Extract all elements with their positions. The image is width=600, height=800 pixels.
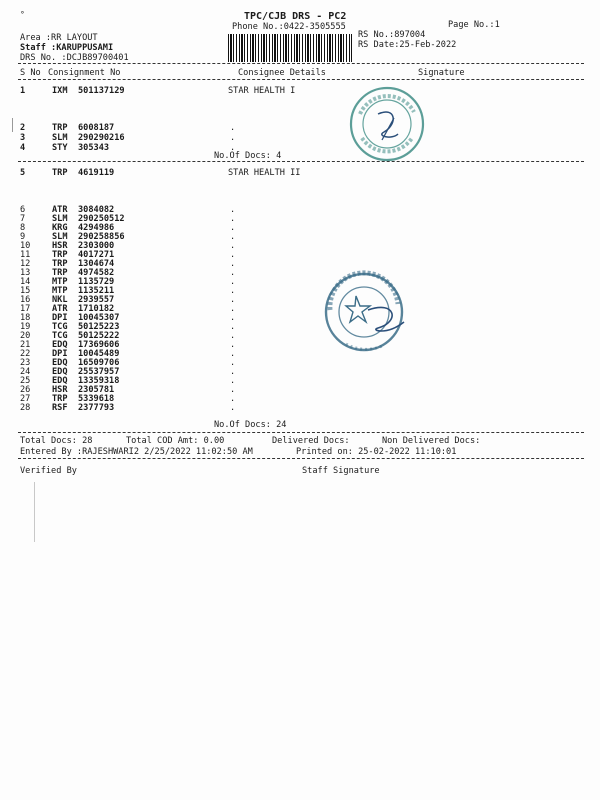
row-code: DPI bbox=[52, 313, 68, 323]
row-code: RSF bbox=[52, 403, 68, 413]
column-header-consignee: Consignee Details bbox=[238, 68, 326, 78]
row-marker: . bbox=[230, 304, 236, 314]
row-sno: 13 bbox=[20, 268, 31, 278]
row-sno: 7 bbox=[20, 214, 26, 224]
row-code: TCG bbox=[52, 331, 68, 341]
row-marker: . bbox=[230, 286, 236, 296]
row-code: SLM bbox=[52, 232, 68, 242]
row-number: 4294986 bbox=[78, 223, 115, 233]
row-marker: . bbox=[230, 358, 236, 368]
row-marker: . bbox=[230, 241, 236, 251]
table-row bbox=[0, 86, 600, 96]
page-number: Page No.:1 bbox=[448, 20, 500, 30]
row-number: 290290216 bbox=[78, 133, 125, 143]
divider bbox=[18, 79, 584, 80]
document-title: TPC/CJB DRS - PC2 bbox=[244, 11, 347, 22]
stamp-seal bbox=[338, 84, 436, 164]
stamp-seal bbox=[316, 270, 416, 356]
table-row bbox=[0, 143, 600, 153]
divider bbox=[18, 432, 584, 433]
row-code: SLM bbox=[52, 214, 68, 224]
row-sno: 11 bbox=[20, 250, 31, 260]
row-sno: 19 bbox=[20, 322, 31, 332]
row-code: EDQ bbox=[52, 376, 68, 386]
row-marker: . bbox=[230, 295, 236, 305]
row-sno: 20 bbox=[20, 331, 31, 341]
row-code: EDQ bbox=[52, 358, 68, 368]
row-marker: . bbox=[230, 277, 236, 287]
row-number: 10045489 bbox=[78, 349, 120, 359]
row-marker: . bbox=[230, 123, 236, 133]
row-code: EDQ bbox=[52, 340, 68, 350]
row-code: TRP bbox=[52, 259, 68, 269]
row-marker: . bbox=[230, 367, 236, 377]
area-label: Area :RR LAYOUT bbox=[20, 33, 98, 43]
row-marker: . bbox=[230, 223, 236, 233]
row-sno: 8 bbox=[20, 223, 26, 233]
row-number: 3084082 bbox=[78, 205, 115, 215]
row-code: IXM bbox=[52, 86, 68, 96]
row-sno: 3 bbox=[20, 133, 26, 143]
divider bbox=[18, 458, 584, 459]
row-number: 16509706 bbox=[78, 358, 120, 368]
total-cod-amount: Total COD Amt: 0.00 bbox=[126, 436, 225, 446]
row-number: 1135729 bbox=[78, 277, 115, 287]
row-number: 13359318 bbox=[78, 376, 120, 386]
row-number: 1304674 bbox=[78, 259, 115, 269]
delivered-docs: Delivered Docs: bbox=[272, 436, 350, 446]
row-sno: 10 bbox=[20, 241, 31, 251]
total-docs: Total Docs: 28 bbox=[20, 436, 93, 446]
row-marker: . bbox=[230, 133, 236, 143]
row-code: TRP bbox=[52, 168, 68, 178]
row-sno: 22 bbox=[20, 349, 31, 359]
row-marker: . bbox=[230, 394, 236, 404]
row-code: SLM bbox=[52, 133, 68, 143]
row-code: ATR bbox=[52, 304, 68, 314]
row-sno: 27 bbox=[20, 394, 31, 404]
table-row bbox=[0, 168, 600, 178]
row-number: 501137129 bbox=[78, 86, 125, 96]
row-number: 17369606 bbox=[78, 340, 120, 350]
row-number: 4974582 bbox=[78, 268, 115, 278]
row-number: 50125223 bbox=[78, 322, 120, 332]
row-marker: . bbox=[230, 322, 236, 332]
row-sno: 15 bbox=[20, 286, 31, 296]
row-marker: . bbox=[230, 268, 236, 278]
row-number: 10045307 bbox=[78, 313, 120, 323]
row-code: TRP bbox=[52, 123, 68, 133]
row-code: DPI bbox=[52, 349, 68, 359]
row-number: 2303000 bbox=[78, 241, 115, 251]
entered-by: Entered By :RAJESHWARI2 2/25/2022 11:02:50 AM bbox=[20, 447, 253, 457]
row-marker: . bbox=[230, 214, 236, 224]
table-row bbox=[0, 123, 600, 133]
printed-on: Printed on: 25-02-2022 11:10:01 bbox=[296, 447, 457, 457]
row-marker: . bbox=[230, 250, 236, 260]
divider bbox=[18, 161, 584, 162]
row-marker: . bbox=[230, 259, 236, 269]
row-sno: 6 bbox=[20, 205, 26, 215]
row-code: STY bbox=[52, 143, 68, 153]
row-sno: 16 bbox=[20, 295, 31, 305]
row-number: 5339618 bbox=[78, 394, 115, 404]
row-number: 290250512 bbox=[78, 214, 125, 224]
row-code: NKL bbox=[52, 295, 68, 305]
divider bbox=[18, 63, 584, 64]
row-code: TRP bbox=[52, 250, 68, 260]
staff-label: Staff :KARUPPUSAMI bbox=[20, 43, 114, 53]
row-number: 4017271 bbox=[78, 250, 115, 260]
row-sno: 25 bbox=[20, 376, 31, 386]
table-row bbox=[0, 403, 600, 413]
row-number: 25537957 bbox=[78, 367, 120, 377]
phone-number: Phone No.:0422-3505555 bbox=[232, 22, 346, 32]
row-sno: 9 bbox=[20, 232, 26, 242]
row-sno: 17 bbox=[20, 304, 31, 314]
drs-number: DRS No. :DCJB89700401 bbox=[20, 53, 129, 63]
row-number: 1710182 bbox=[78, 304, 115, 314]
barcode bbox=[228, 34, 352, 62]
row-marker: . bbox=[230, 331, 236, 341]
row-code: TRP bbox=[52, 268, 68, 278]
row-sno: 4 bbox=[20, 143, 26, 153]
row-sno: 26 bbox=[20, 385, 31, 395]
row-marker: . bbox=[230, 403, 236, 413]
consignee-name: STAR HEALTH I bbox=[228, 86, 296, 96]
row-number: 2377793 bbox=[78, 403, 115, 413]
row-code: HSR bbox=[52, 385, 68, 395]
staff-signature-label: Staff Signature bbox=[302, 466, 380, 476]
corner-mark: ° bbox=[20, 10, 25, 19]
row-sno: 21 bbox=[20, 340, 31, 350]
row-code: MTP bbox=[52, 286, 68, 296]
row-sno: 2 bbox=[20, 123, 26, 133]
row-number: 290258856 bbox=[78, 232, 125, 242]
column-header-signature: Signature bbox=[418, 68, 465, 78]
row-marker: . bbox=[230, 385, 236, 395]
row-code: HSR bbox=[52, 241, 68, 251]
row-sno: 1 bbox=[20, 86, 26, 96]
column-header-consignment: Consignment No bbox=[48, 68, 121, 78]
row-number: 6008187 bbox=[78, 123, 115, 133]
rs-date: RS Date:25-Feb-2022 bbox=[358, 40, 457, 50]
row-code: KRG bbox=[52, 223, 68, 233]
scan-margin-line bbox=[34, 482, 35, 542]
docs-count: No.Of Docs: 24 bbox=[214, 420, 287, 430]
docs-count: No.Of Docs: 4 bbox=[214, 151, 282, 161]
row-number: 2305781 bbox=[78, 385, 115, 395]
row-sno: 12 bbox=[20, 259, 31, 269]
row-sno: 23 bbox=[20, 358, 31, 368]
row-number: 305343 bbox=[78, 143, 110, 153]
row-code: EDQ bbox=[52, 367, 68, 377]
row-code: TCG bbox=[52, 322, 68, 332]
row-marker: . bbox=[230, 205, 236, 215]
non-delivered-docs: Non Delivered Docs: bbox=[382, 436, 481, 446]
row-marker: . bbox=[230, 349, 236, 359]
row-marker: . bbox=[230, 376, 236, 386]
row-sno: 14 bbox=[20, 277, 31, 287]
row-code: TRP bbox=[52, 394, 68, 404]
row-number: 2939557 bbox=[78, 295, 115, 305]
row-sno: 18 bbox=[20, 313, 31, 323]
verified-by-label: Verified By bbox=[20, 466, 77, 476]
row-sno: 28 bbox=[20, 403, 31, 413]
row-code: ATR bbox=[52, 205, 68, 215]
row-marker: . bbox=[230, 143, 236, 153]
rs-number: RS No.:897004 bbox=[358, 30, 426, 40]
row-number: 50125222 bbox=[78, 331, 120, 341]
row-number: 1135211 bbox=[78, 286, 115, 296]
row-sno: 5 bbox=[20, 168, 26, 178]
row-marker: . bbox=[230, 340, 236, 350]
consignee-name: STAR HEALTH II bbox=[228, 168, 301, 178]
row-number: 4619119 bbox=[78, 168, 115, 178]
column-header-sno: S No bbox=[20, 68, 41, 78]
table-row bbox=[0, 133, 600, 143]
row-marker: . bbox=[230, 232, 236, 242]
row-code: MTP bbox=[52, 277, 68, 287]
row-sno: 24 bbox=[20, 367, 31, 377]
row-marker: . bbox=[230, 313, 236, 323]
